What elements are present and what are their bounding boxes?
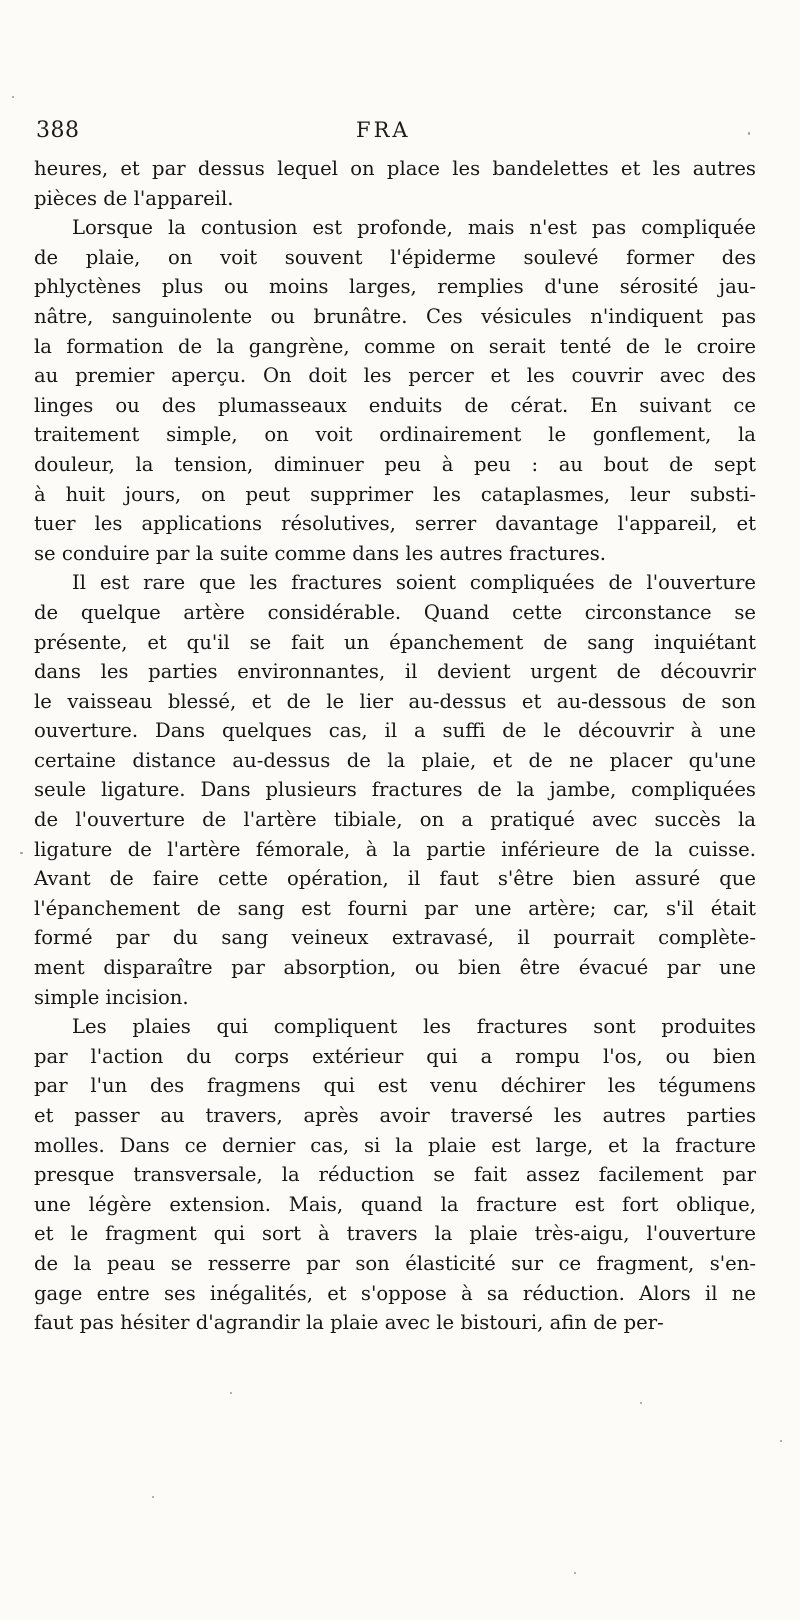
text-line: phlyctènes plus ou moins larges, remplies d'une sérosité jau- bbox=[34, 275, 756, 299]
text-line: nâtre, sanguinolente ou brunâtre. Ces vésicules n'indiquent pas bbox=[34, 304, 756, 328]
text-line: ouverture. Dans quelques cas, il a suffi de le découvrir à une bbox=[34, 719, 756, 743]
text-line: formé par du sang veineux extravasé, il pourrait complète- bbox=[34, 926, 756, 950]
text-line: Lorsque la contusion est profonde, mais n'est pas compliquée bbox=[72, 216, 756, 240]
scan-speck bbox=[230, 1392, 232, 1394]
text-line: Avant de faire cette opération, il faut s'être bien assuré que bbox=[34, 867, 756, 891]
text-line: seule ligature. Dans plusieurs fractures de la jambe, compliquées bbox=[34, 778, 756, 802]
paragraph bbox=[34, 568, 756, 1012]
text-line: Il est rare que les fractures soient compliquées de l'ouverture bbox=[72, 571, 756, 595]
text-line: par l'un des fragmens qui est venu déchirer les tégumens bbox=[34, 1074, 756, 1098]
page-header bbox=[36, 118, 756, 148]
text-line: douleur, la tension, diminuer peu à peu : au bout de sept bbox=[34, 452, 756, 476]
text-line: de plaie, on voit souvent l'épiderme soulevé former des bbox=[34, 245, 756, 269]
scan-speck bbox=[780, 1440, 782, 1442]
text-line: présente, et qu'il se fait un épanchement de sang inquiétant bbox=[34, 630, 756, 654]
text-line: heures, et par dessus lequel on place les bandelettes et les autres bbox=[34, 157, 756, 180]
text-line: par l'action du corps extérieur qui a rompu l'os, ou bien bbox=[34, 1044, 756, 1068]
text-line: au premier aperçu. On doit les percer et les couvrir avec des bbox=[34, 364, 756, 388]
text-line: ligature de l'artère fémorale, à la partie inférieure de la cuisse. bbox=[34, 837, 756, 861]
paragraph bbox=[34, 1012, 756, 1338]
text-line: certaine distance au-dessus de la plaie, et de ne placer qu'une bbox=[34, 748, 756, 772]
text-line: tuer les applications résolutives, serrer davantage l'appareil, et bbox=[34, 512, 756, 536]
text-line: pièces de l'appareil. bbox=[34, 186, 234, 210]
scan-speck bbox=[748, 132, 750, 135]
text-line: presque transversale, la réduction se fait assez facilement par bbox=[34, 1163, 756, 1187]
text-line: et passer au travers, après avoir traversé les autres parties bbox=[34, 1104, 756, 1127]
text-line: se conduire par la suite comme dans les autres fractures. bbox=[34, 541, 606, 565]
text-line: linges ou des plumasseaux enduits de cérat. En suivant ce bbox=[34, 393, 756, 417]
text-line: l'épanchement de sang est fourni par une artère; car, s'il était bbox=[34, 896, 756, 920]
text-line: de la peau se resserre par son élasticité sur ce fragment, s'en- bbox=[34, 1251, 756, 1275]
scan-speck bbox=[20, 852, 23, 854]
text-line: faut pas hésiter d'agrandir la plaie avec le bistouri, afin de per- bbox=[34, 1311, 664, 1335]
text-line: une légère extension. Mais, quand la fracture est fort oblique, bbox=[34, 1192, 756, 1216]
text-line: ment disparaître par absorption, ou bien être évacué par une bbox=[34, 956, 756, 980]
text-line: et le fragment qui sort à travers la plaie très-aigu, l'ouverture bbox=[34, 1222, 756, 1246]
text-line: molles. Dans ce dernier cas, si la plaie est large, et la fracture bbox=[34, 1133, 756, 1157]
text-line: le vaisseau blessé, et de le lier au-dessus et au-dessous de son bbox=[34, 689, 756, 713]
text-line: gage entre ses inégalités, et s'oppose à sa réduction. Alors il ne bbox=[34, 1281, 756, 1305]
text-line: de l'ouverture de l'artère tibiale, on a pratiqué avec succès la bbox=[34, 808, 756, 832]
body-text bbox=[34, 154, 756, 1338]
scan-speck bbox=[12, 96, 14, 98]
text-line: la formation de la gangrène, comme on serait tenté de le croire bbox=[34, 334, 756, 358]
paragraph bbox=[34, 154, 756, 213]
scan-speck bbox=[152, 1496, 154, 1498]
text-line: traitement simple, on voit ordinairement le gonflement, la bbox=[34, 423, 756, 447]
running-head: FRA bbox=[356, 118, 411, 142]
scan-speck bbox=[574, 1572, 576, 1574]
page-number: 388 bbox=[36, 118, 80, 143]
scan-speck bbox=[640, 1402, 642, 1404]
text-line: dans les parties environnantes, il devient urgent de découvrir bbox=[34, 660, 756, 684]
text-line: Les plaies qui compliquent les fractures sont produites bbox=[72, 1015, 756, 1039]
text-line: simple incision. bbox=[34, 985, 189, 1009]
paragraph bbox=[34, 213, 756, 568]
text-line: à huit jours, on peut supprimer les cataplasmes, leur substi- bbox=[34, 482, 756, 506]
text-line: de quelque artère considérable. Quand cette circonstance se bbox=[34, 600, 756, 624]
